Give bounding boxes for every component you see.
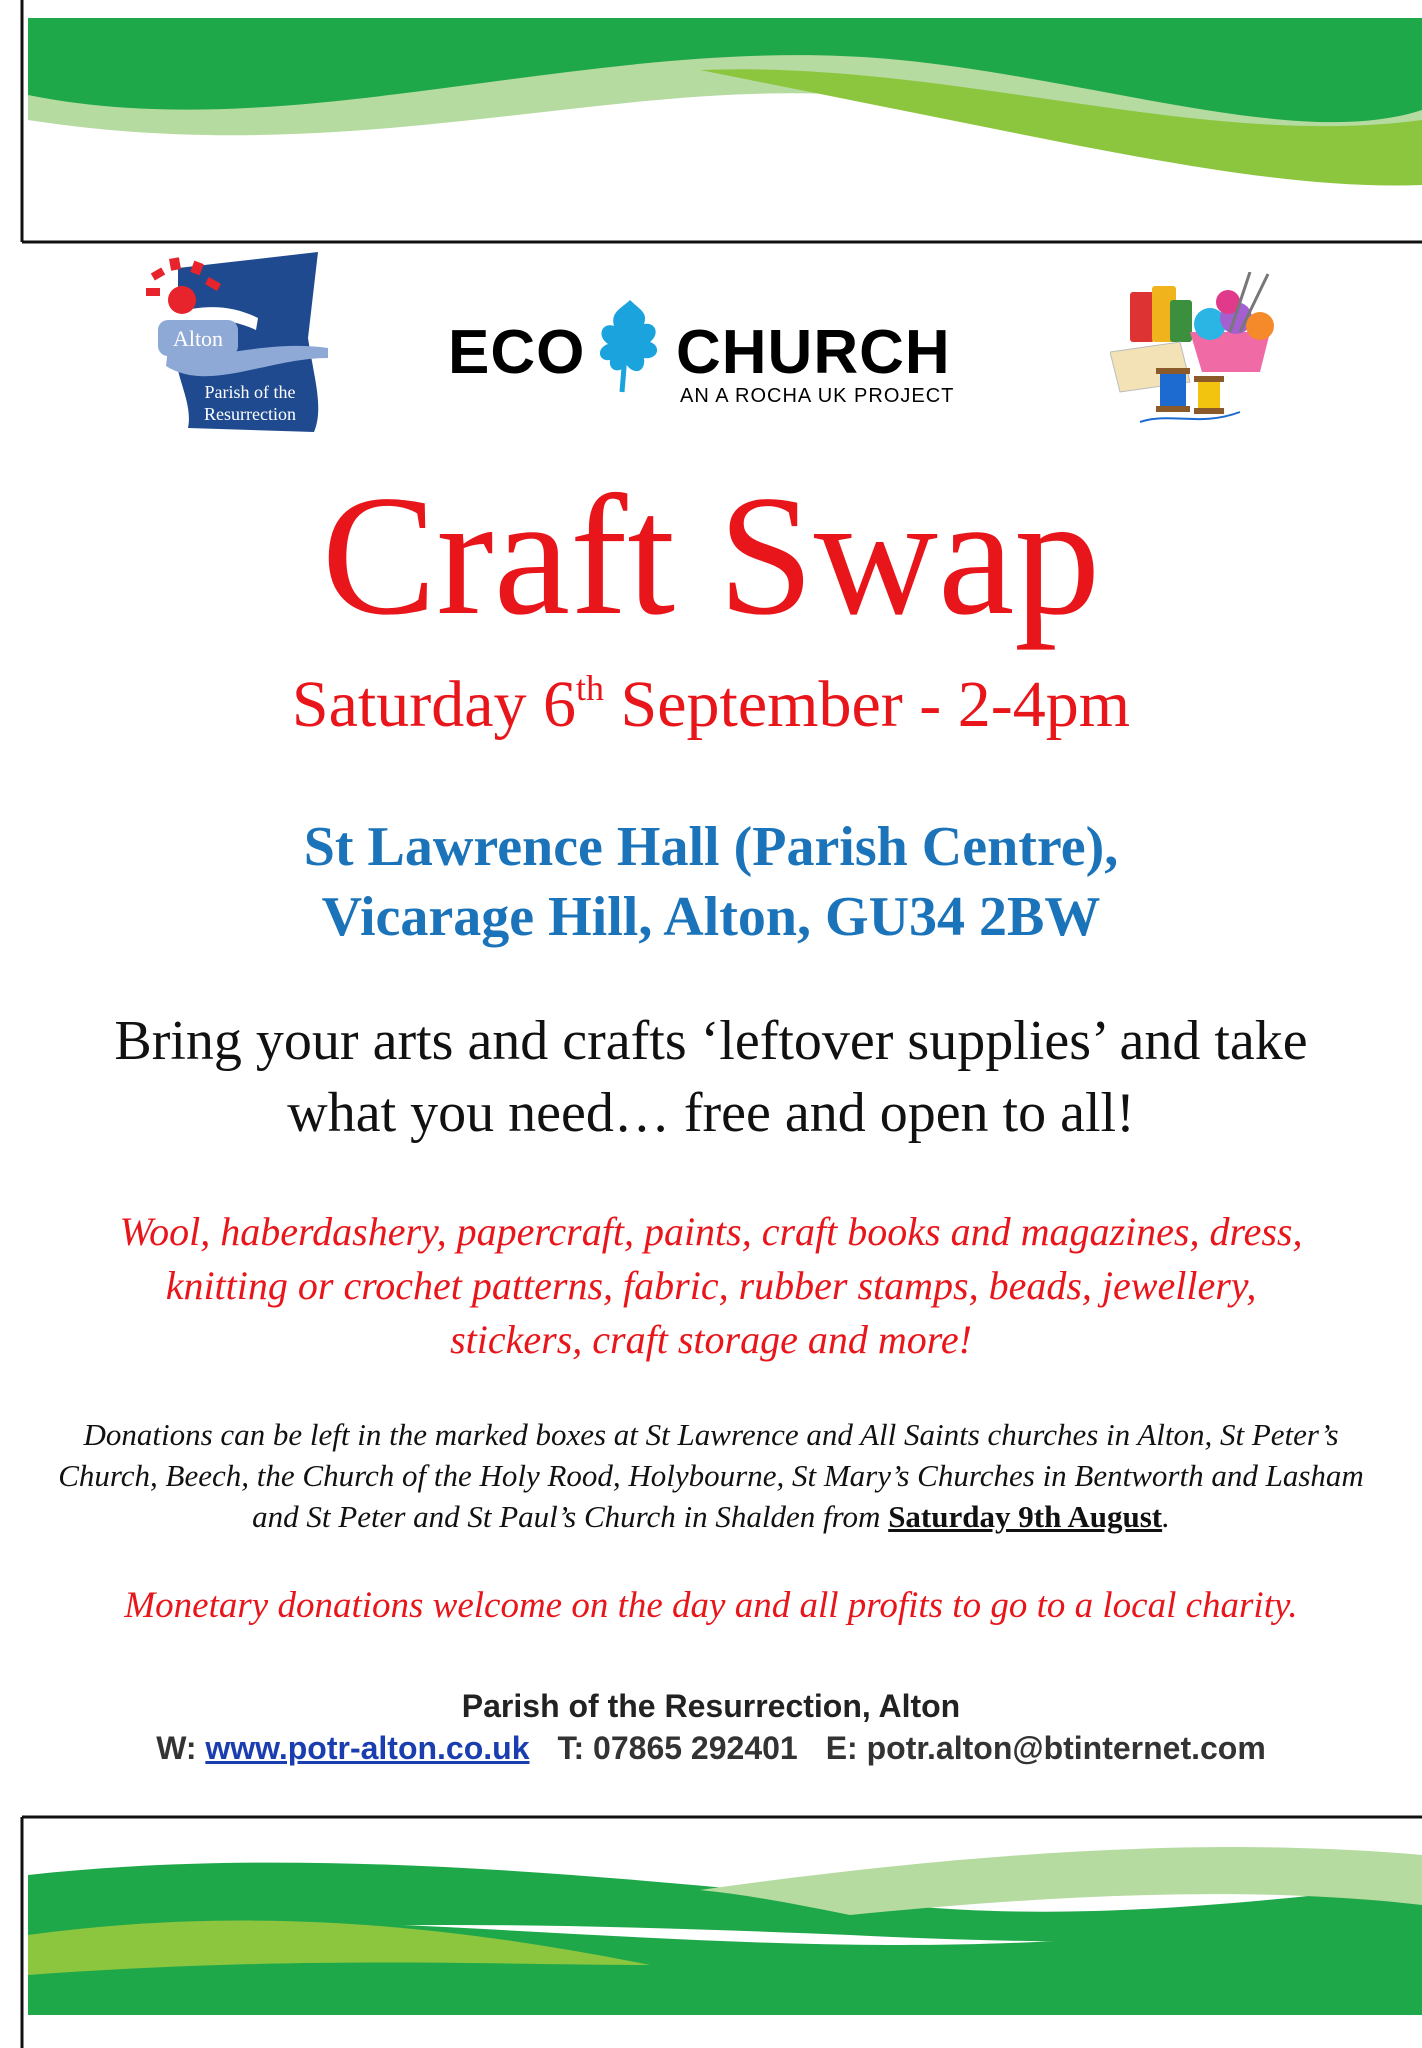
parish-logo (138, 248, 328, 436)
top-banner (0, 0, 1422, 245)
church-word: CHURCH (676, 318, 951, 387)
donations-info (40, 1414, 1382, 1537)
oak-leaf-icon (600, 300, 657, 392)
donations-text: Donations can be left in the marked boxes at St Lawrence and All Saints churches in Alton, St Peter’s Church, Beech, the Church of the Holy Rood, Holybourne, St Mary’s Churches in Bentworth and Lasham and St Peter and St Paul’s Church in Shalden from (58, 1417, 1364, 1534)
items-line-2: knitting or crochet patterns, fabric, rubber stamps, beads, jewellery, (165, 1263, 1257, 1308)
event-date-day: Saturday 6 (291, 668, 577, 741)
organisation-name: Parish of the Resurrection, Alton (461, 1688, 961, 1724)
venue-line-1: St Lawrence Hall (Parish Centre), (303, 816, 1119, 878)
eco-word: ECO (448, 318, 586, 387)
event-date-rest: September - 2-4pm (604, 668, 1131, 741)
event-title: Craft Swap (321, 461, 1101, 651)
items-line-3: stickers, craft storage and more! (450, 1317, 972, 1362)
event-venue (0, 812, 1422, 952)
event-date-ordinal: th (576, 668, 605, 708)
venue-line-2: Vicarage Hill, Alton, GU34 2BW (321, 886, 1101, 948)
items-line-1: Wool, haberdashery, papercraft, paints, craft books and magazines, dress, (119, 1209, 1303, 1254)
tel-label: T: (557, 1730, 594, 1766)
eco-church-logo (418, 270, 998, 430)
event-date (0, 668, 1422, 741)
items-list (30, 1205, 1392, 1367)
telephone: 07865 292401 (593, 1730, 798, 1766)
email-label: E: (825, 1730, 867, 1766)
craft-supplies-icon (1110, 272, 1300, 432)
bring-line-1: Bring your arts and crafts ‘leftover supplies’ and take (114, 1010, 1308, 1072)
parish-logo-line1: Alton (172, 326, 224, 351)
bring-supplies-text (0, 1005, 1422, 1149)
contact-line (0, 1728, 1422, 1768)
donations-end: . (1162, 1499, 1170, 1534)
parish-logo-line3: Resurrection (204, 404, 296, 424)
web-label: W: (156, 1730, 206, 1766)
parish-logo-line2: Parish of the (204, 382, 296, 402)
website-link[interactable]: www.potr-alton.co.uk (205, 1730, 530, 1766)
monetary-note: Monetary donations welcome on the day and all profits to go to a local charity. (124, 1585, 1298, 1626)
bring-line-2: what you need… free and open to all! (287, 1082, 1135, 1144)
bottom-banner (0, 1815, 1422, 2048)
eco-church-subtitle: AN A ROCHA UK PROJECT (680, 385, 955, 407)
donations-date: Saturday 9th August (888, 1499, 1163, 1534)
email-address[interactable]: potr.alton@btinternet.com (866, 1730, 1266, 1766)
